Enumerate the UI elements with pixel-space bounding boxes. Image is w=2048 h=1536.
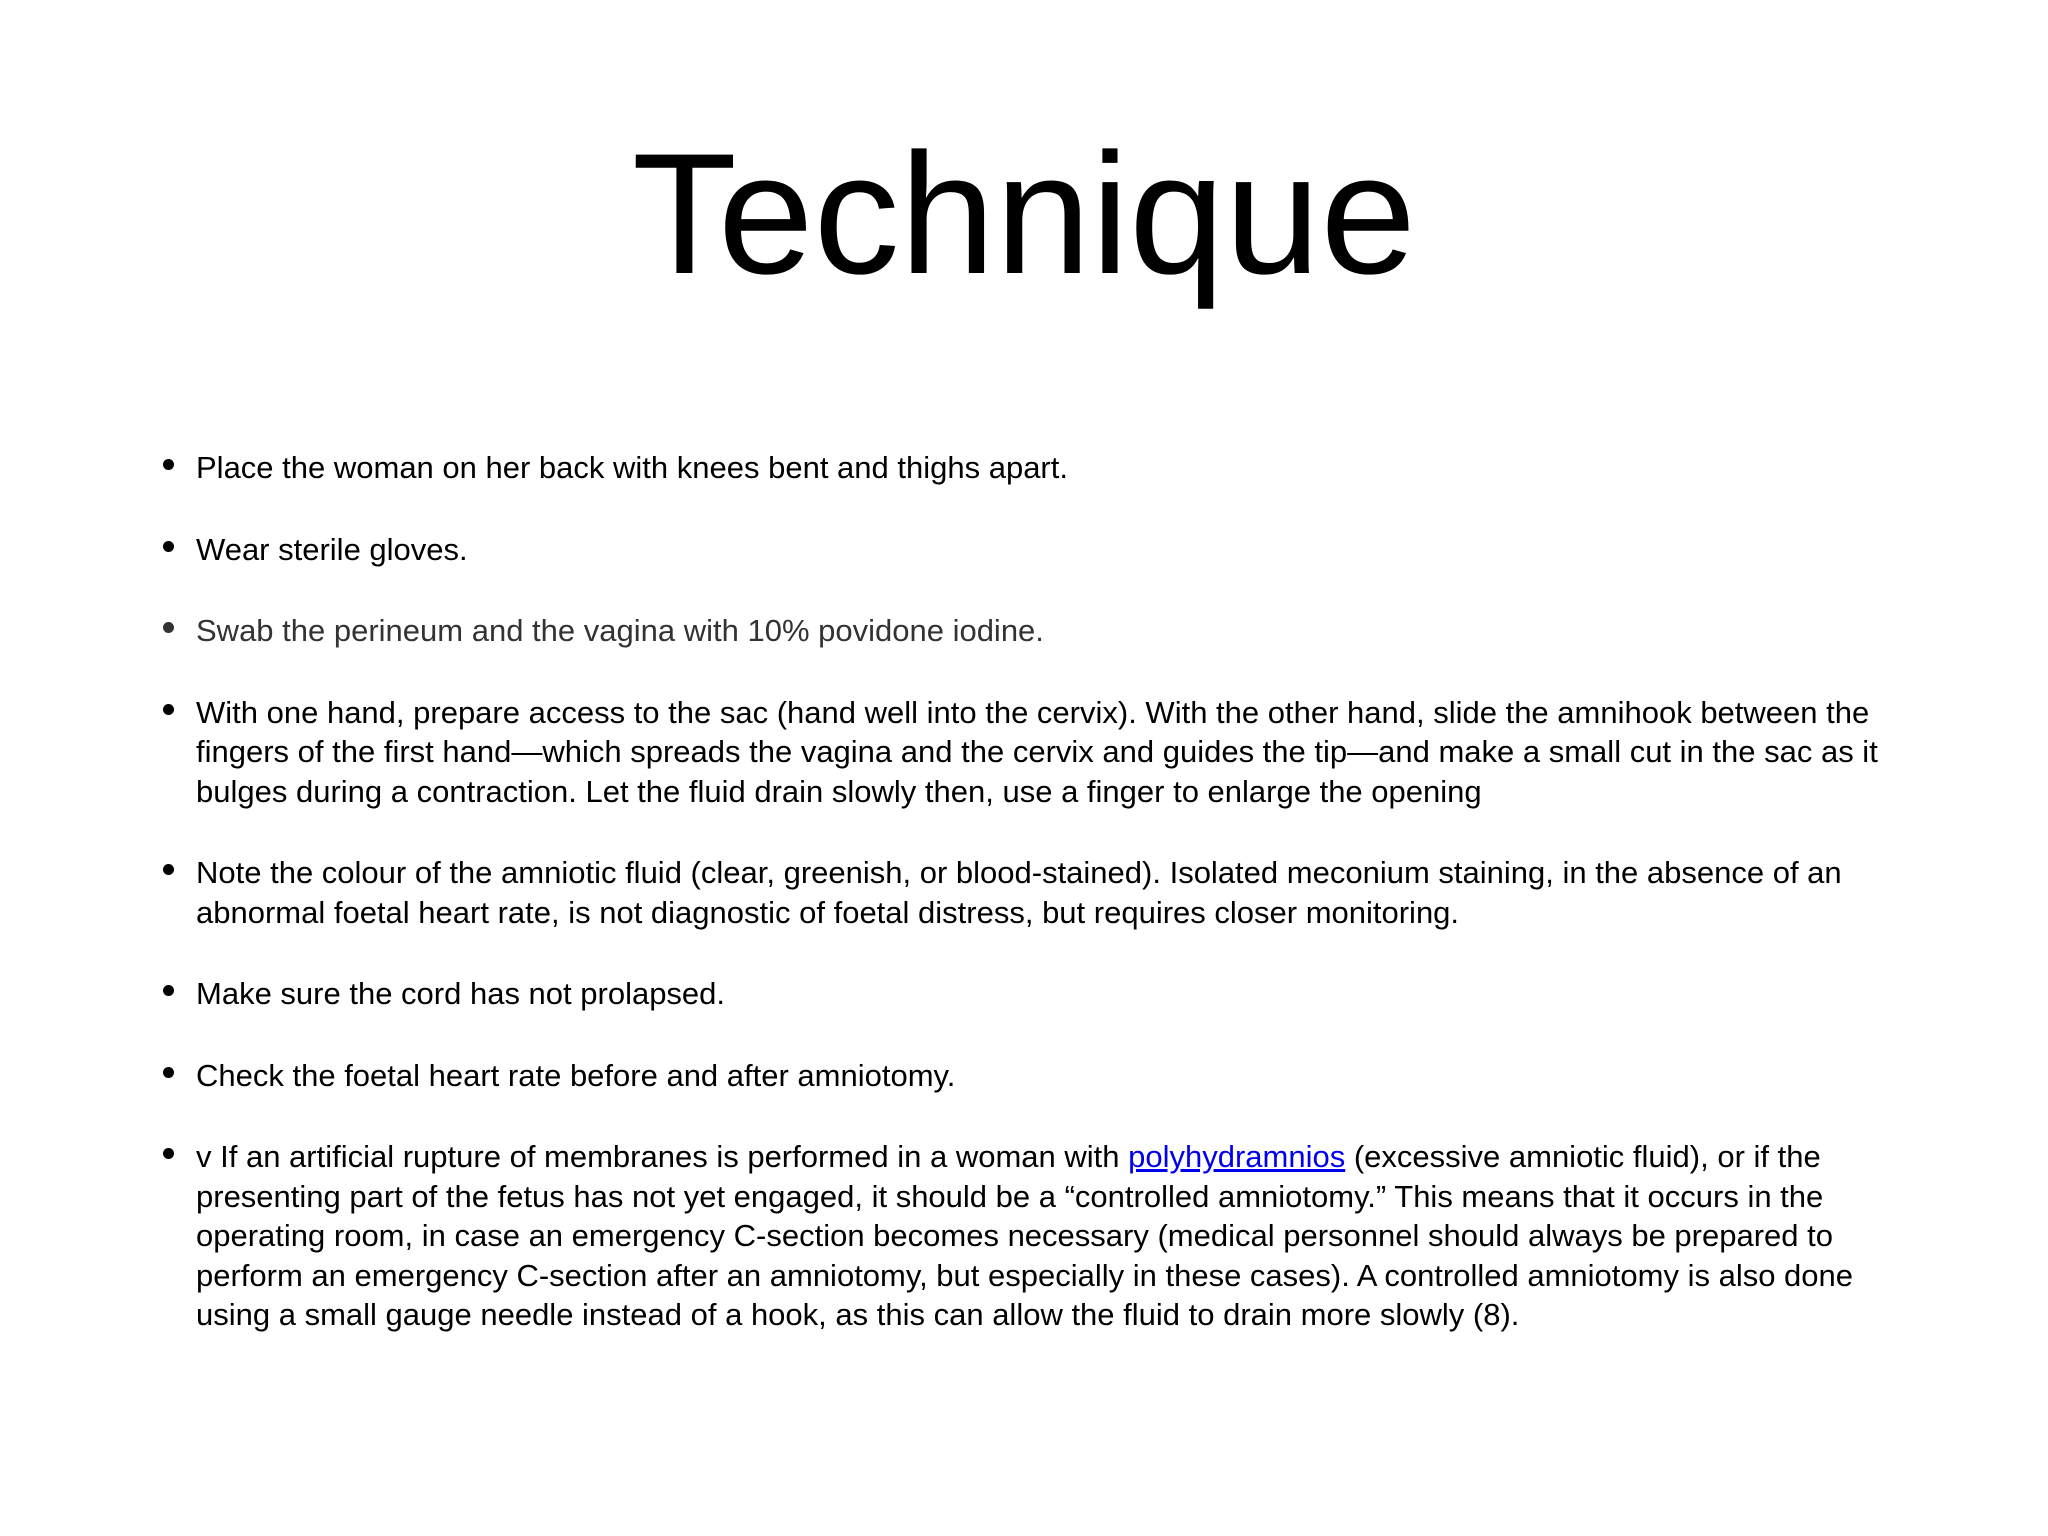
bullet-item: Swab the perineum and the vagina with 10% povidone iodine. xyxy=(150,611,1930,651)
bullet-item: Note the colour of the amniotic fluid (clear, greenish, or blood-stained). Isolated meconium staining, in the absence of an abnormal foetal heart rate, is not diagnostic of foetal distress, but requires closer monitoring. xyxy=(150,853,1930,932)
bullet-item: Check the foetal heart rate before and after amniotomy. xyxy=(150,1056,1930,1096)
bullet-item: Make sure the cord has not prolapsed. xyxy=(150,974,1930,1014)
bullet-list xyxy=(150,448,1930,1377)
bullet-text-before-link: v If an artificial rupture of membranes is performed in a woman with xyxy=(196,1139,1129,1174)
bullet-item: Place the woman on her back with knees bent and thighs apart. xyxy=(150,448,1930,488)
bullet-item-controlled-amniotomy xyxy=(150,1137,1930,1335)
bullet-text-after-link: (excessive amniotic fluid), or if the presenting part of the fetus has not yet engaged, it should be a “controlled amniotomy.” This means that it occurs in the operating room, in case an emergency C-section becomes necessary (medical personnel should always be prepared to perform an emergency C-section after an amniotomy, but especially in these cases). A controlled amniotomy is also done using a small gauge needle instead of a hook, as this can allow the fluid to drain more slowly (8). xyxy=(196,1139,1854,1332)
bullet-item: With one hand, prepare access to the sac (hand well into the cervix). With the other hand, slide the amnihook between the fingers of the first hand—which spreads the vagina and the cervix and guides the tip—and make a small cut in the sac as it bulges during a contraction. Let the fluid drain slowly then, use a finger to enlarge the opening xyxy=(150,693,1930,812)
bullet-item: Wear sterile gloves. xyxy=(150,530,1930,570)
polyhydramnios-link[interactable]: polyhydramnios xyxy=(1128,1139,1346,1174)
slide-title: Technique xyxy=(631,118,1417,310)
